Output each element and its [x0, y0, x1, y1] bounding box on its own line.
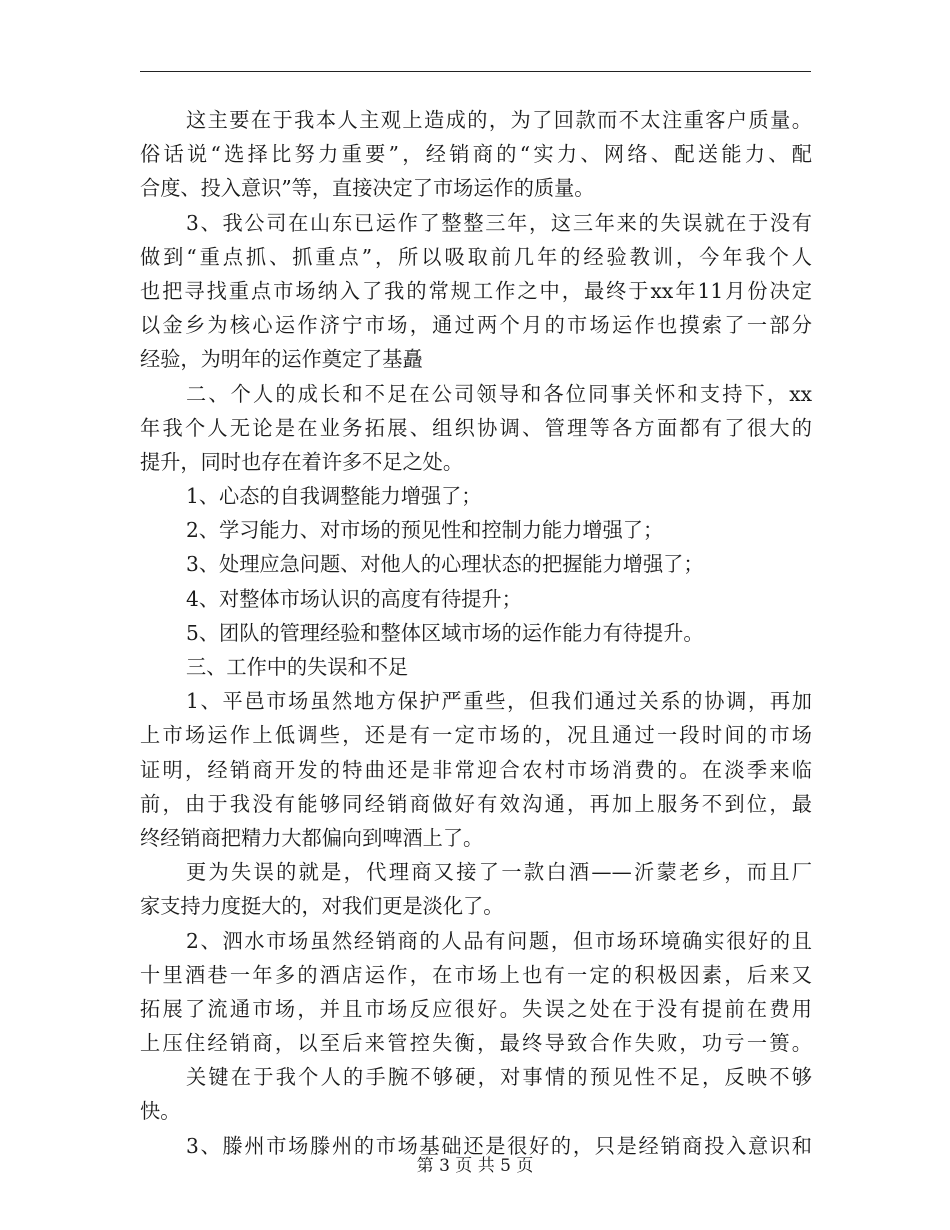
text-line: 十里酒巷一年多的酒店运作，在市场上也有一定的积极因素，后来又: [140, 962, 812, 987]
text-line: 提升，同时也存在着许多不足之处。: [140, 449, 464, 474]
text-line: 2、学习能力、对市场的预见性和控制力能力增强了；: [186, 518, 664, 543]
text-line: 1、平邑市场虽然地方保护严重些，但我们通过关系的协调，再加: [186, 689, 812, 714]
text-line: 快。: [140, 1099, 181, 1124]
text-line: 也把寻找重点市场纳入了我的常规工作之中，最终于xx年11月份决定: [140, 278, 812, 303]
text-line: 经验，为明年的运作奠定了基矗: [140, 347, 423, 372]
text-line: 5、团队的管理经验和整体区域市场的运作能力有待提升。: [186, 620, 704, 645]
text-line: 关键在于我个人的手腕不够硬，对事情的预见性不足，反映不够: [186, 1065, 812, 1090]
text-line: 上压住经销商，以至后来管控失衡，最终导致合作失败，功亏一篑。: [140, 1031, 812, 1056]
text-line: 证明，经销商开发的特曲还是非常迎合农村市场消费的。在淡季来临: [140, 757, 812, 782]
text-line: 前，由于我没有能够同经销商做好有效沟通，再加上服务不到位，最: [140, 791, 812, 816]
text-line: 这主要在于我本人主观上造成的，为了回款而不太注重客户质量。: [186, 108, 812, 132]
text-line: 合度、投入意识”等，直接决定了市场运作的质量。: [140, 176, 595, 201]
text-line: 1、心态的自我调整能力增强了；: [186, 484, 482, 509]
text-line: 三、工作中的失误和不足: [186, 655, 409, 679]
header-rule: [140, 71, 811, 72]
text-line: 上市场运作上低调些，还是有一定市场的，况且通过一段时间的市场: [140, 723, 812, 748]
text-line: 4、对整体市场认识的高度有待提升；: [186, 586, 522, 611]
page-footer: 第 3 页 共 5 页: [416, 1156, 534, 1176]
text-line: 俗话说“选择比努力重要”，经销商的“实力、网络、配送能力、配: [140, 142, 812, 167]
text-line: 做到“重点抓、抓重点”，所以吸取前几年的经验教训，今年我个人: [140, 244, 812, 269]
text-line: 3、处理应急问题、对他人的心理状态的把握能力增强了；: [186, 552, 704, 577]
text-line: 3、我公司在山东已运作了整整三年，这三年来的失误就在于没有: [186, 210, 812, 235]
text-line: 更为失误的就是，代理商又接了一款白酒——沂蒙老乡，而且厂: [186, 860, 812, 885]
text-line: 二、个人的成长和不足在公司领导和各位同事关怀和支持下，xx: [186, 381, 812, 406]
text-line: 终经销商把精力大都偏向到啤酒上了。: [140, 825, 484, 850]
text-line: 年我个人无论是在业务拓展、组织协调、管理等各方面都有了很大的: [140, 415, 812, 440]
text-line: 2、泗水市场虽然经销商的人品有问题，但市场环境确实很好的且: [186, 928, 812, 953]
text-line: 家支持力度挺大的，对我们更是淡化了。: [140, 894, 504, 919]
text-line: 3、滕州市场滕州的市场基础还是很好的，只是经销商投入意识和: [186, 1133, 812, 1158]
text-line: 拓展了流通市场，并且市场反应很好。失误之处在于没有提前在费用: [140, 996, 812, 1021]
document-body: [140, 103, 812, 1163]
text-line: 以金乡为核心运作济宁市场，通过两个月的市场运作也摸索了一部分: [140, 313, 812, 338]
